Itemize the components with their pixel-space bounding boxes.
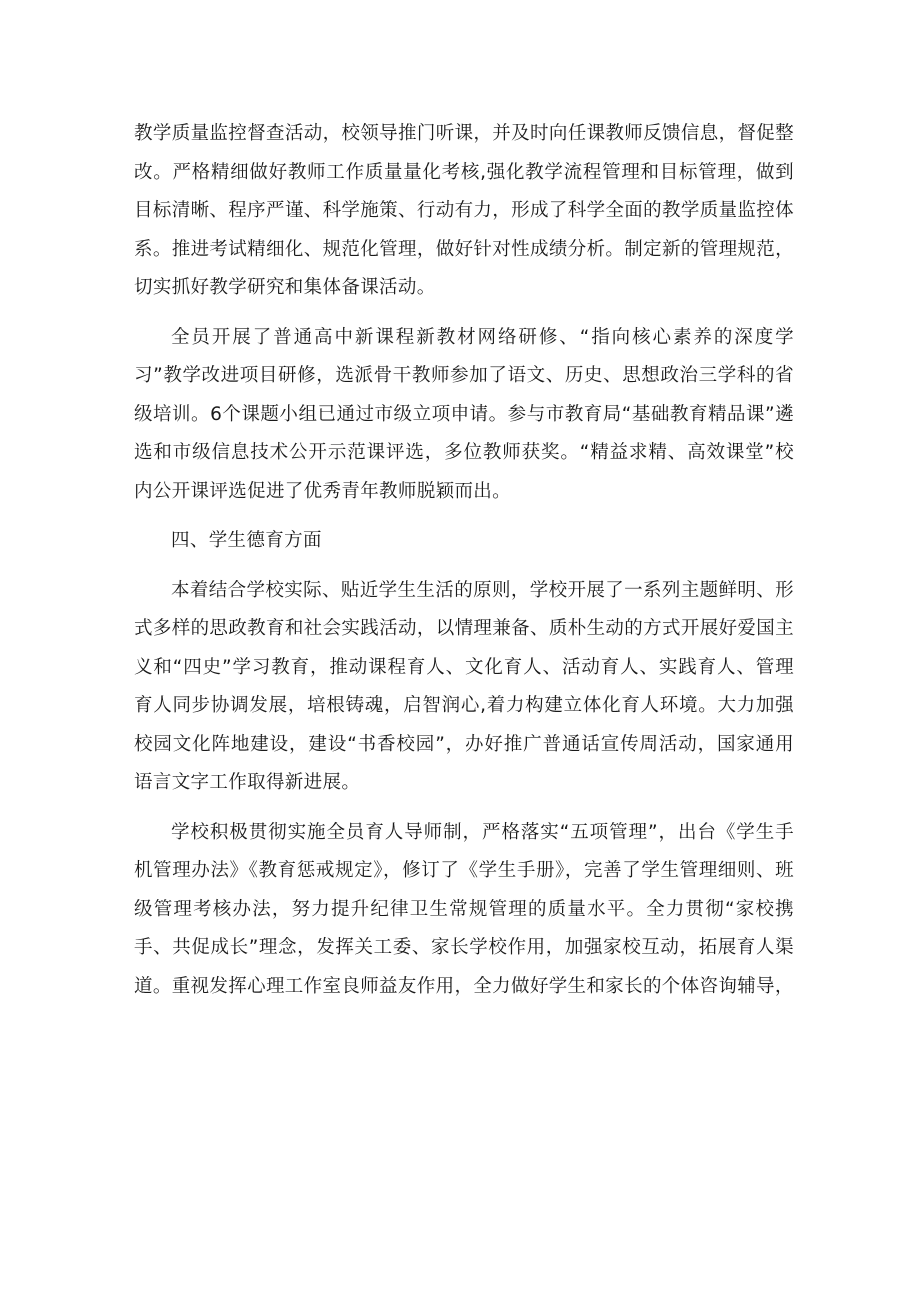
paragraph-student-management: 学校积极贯彻实施全员育人导师制，严格落实“五项管理”，出台《学生手机管理办法》《教育惩戒规定》，修订了《学生手册》，完善了学生管理细则、班级管理考核办法，努力提升纪律卫生常规管理的质量水平。全力贯彻“家校携手、共促成长”理念，发挥关工委、家长学校作用，加强家校互动，拓展育人渠道。重视发挥心理工作室良师益友作用，全力做好学生和家长的个体咨询辅导，	[134, 821, 794, 997]
paragraph-teaching-quality-monitoring: 教学质量监控督查活动，校领导推门听课，并及时向任课教师反馈信息，督促整改。严格精细做好教师工作质量量化考核,强化教学流程管理和目标管理，做到目标清晰、程序严谨、科学施策、行动有力，形成了科学全面的教学质量监控体系。推进考试精细化、规范化管理，做好针对性成绩分析。制定新的管理规范，切实抓好教学研究和集体备课活动。	[134, 123, 794, 298]
paragraph-ideological-education: 本着结合学校实际、贴近学生生活的原则，学校开展了一系列主题鲜明、形式多样的思政教育和社会实践活动，以情理兼备、质朴生动的方式开展好爱国主义和“四史”学习教育，推动课程育人、文化育人、活动育人、实践育人、管理育人同步协调发展，培根铸魂，启智润心,着力构建立体化育人环境。大力加强校园文化阵地建设，建设“书香校园”，办好推广普通话宣传周活动，国家通用语言文字工作取得新进展。	[134, 579, 794, 793]
section-heading-moral-education: 四、学生德育方面	[171, 530, 322, 551]
document-body	[134, 115, 794, 1006]
paragraph-teacher-training: 全员开展了普通高中新课程新教材网络研修、“指向核心素养的深度学习”教学改进项目研修，选派骨干教师参加了语文、历史、思想政治三学科的省级培训。6个课题小组已通过市级立项申请。参与市教育局“基础教育精品课”遴选和市级信息技术公开示范课评选，多位教师获奖。“精益求精、高效课堂”校内公开课评选促进了优秀青年教师脱颖而出。	[134, 326, 794, 502]
